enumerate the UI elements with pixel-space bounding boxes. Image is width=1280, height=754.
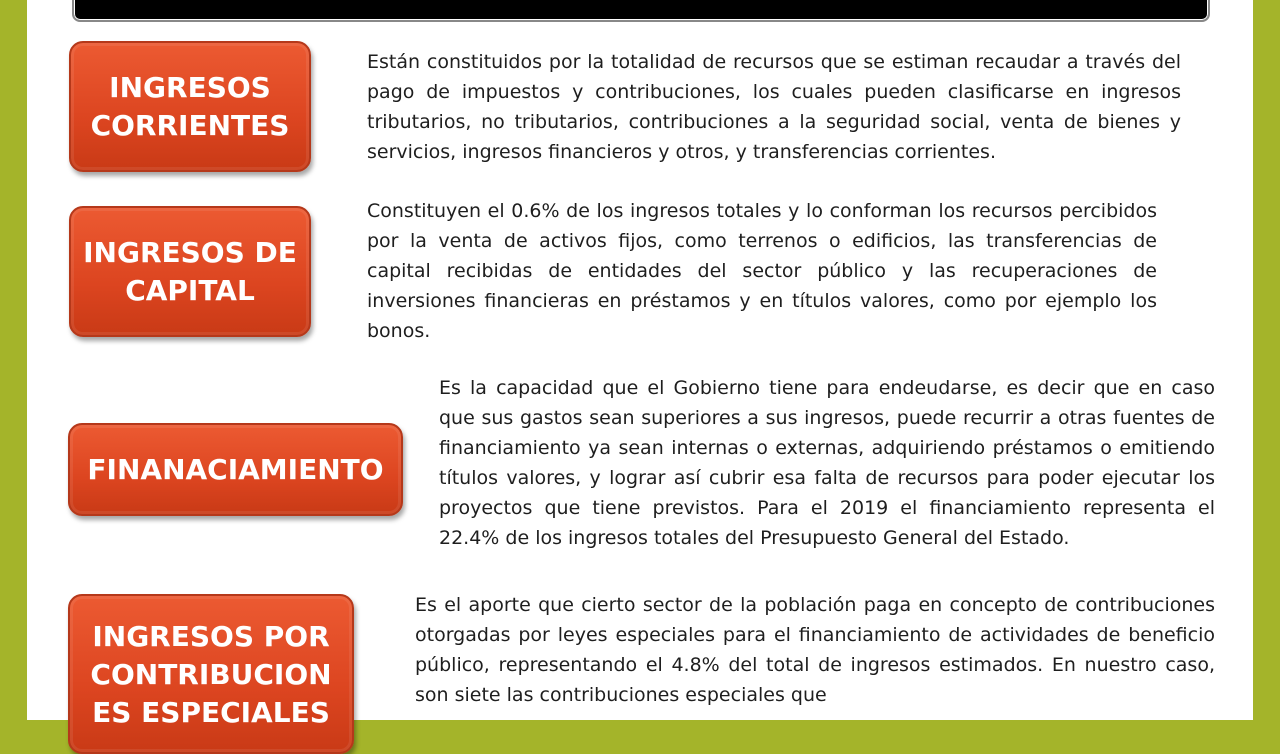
badge-financiamiento: FINANACIAMIENTO — [68, 423, 403, 516]
description-financiamiento: Es la capacidad que el Gobierno tiene para endeudarse, es decir que en caso que sus gastos sean superiores a sus ingresos, puede recurrir a otras fuentes de financiamiento ya sean internas o externas, adquiriendo préstamos o emitiendo títulos valores, y lograr así cubrir esa falta de recursos para poder ejecutar los proyectos que tiene previstos. Para el 2019 el financiamiento representa el 22.4% de los ingresos totales del Presupuesto General del Estado. — [439, 377, 1215, 549]
description-contribuciones-especiales: Es el aporte que cierto sector de la población paga en concepto de contribuciones otorgadas por leyes especiales para el financiamiento de actividades de beneficio público, representando el 4.8% del total de ingresos estimados. En nuestro caso, son siete las contribuciones especiales que — [415, 594, 1215, 706]
badge-ingresos-de-capital: INGRESOS DE CAPITAL — [69, 206, 311, 337]
description-ingresos-de-capital: Constituyen el 0.6% de los ingresos totales y lo conforman los recursos percibidos por la venta de activos fijos, como terrenos o edificios, las transferencias de capital recibidas de entidades del sector público y las recuperaciones de inversiones financieras en préstamos y en títulos valores, como por ejemplo los bonos. — [367, 200, 1157, 342]
description-ingresos-corrientes: Están constituidos por la totalidad de recursos que se estiman recaudar a través del pago de impuestos y contribuciones, los cuales pueden clasificarse en ingresos tributarios, no tributarios, contribuciones a la seguridad social, venta de bienes y servicios, ingresos financieros y otros, y transferencias corrientes. — [367, 51, 1181, 163]
title-bar — [72, 0, 1210, 22]
badge-ingresos-corrientes: INGRESOS CORRIENTES — [69, 41, 311, 172]
badge-contribuciones-especiales: INGRESOS POR CONTRIBUCION ES ESPECIALES — [68, 594, 354, 754]
